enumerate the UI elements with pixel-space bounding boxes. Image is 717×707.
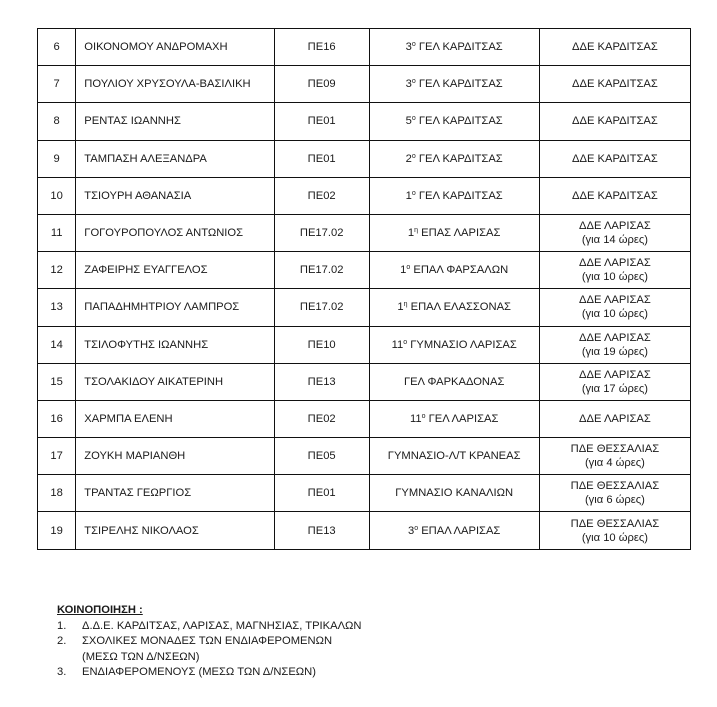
notification-item (57, 665, 361, 681)
specialty: ΠΕ13 (274, 363, 369, 400)
school-number: 3 (405, 41, 412, 54)
school-name: ΓΕΛ ΚΑΡΔΙΤΣΑΣ (415, 189, 503, 202)
row-number: 12 (38, 252, 76, 289)
school-cell (369, 512, 539, 549)
row-number: 17 (38, 438, 76, 475)
hours-note: (για 10 ώρες) (581, 308, 648, 321)
row-number: 16 (38, 400, 76, 437)
school-name: ΓΕΛ ΛΑΡΙΣΑΣ (425, 412, 499, 425)
table-body (38, 29, 691, 550)
notification-item (57, 619, 361, 635)
school-number: 1 (397, 301, 404, 314)
destination-cell (539, 177, 690, 214)
school-number: 11 (409, 412, 422, 425)
notification-item (57, 634, 361, 650)
specialty: ΠΕ09 (274, 66, 369, 103)
destination-cell (539, 140, 690, 177)
item-text: ΕΝΔΙΑΦΕΡΟΜΕΝΟΥΣ (ΜΕΣΩ ΤΩΝ Δ/ΝΣΕΩΝ) (82, 666, 316, 679)
school-name: ΓΕΛ ΚΑΡΔΙΤΣΑΣ (415, 152, 503, 165)
row-number: 6 (38, 29, 76, 66)
row-number: 11 (38, 214, 76, 251)
ordinal-suffix: ο (411, 41, 416, 49)
specialty: ΠΕ16 (274, 29, 369, 66)
item-number: 2. (57, 635, 67, 648)
destination-name: ΔΔΕ ΛΑΡΙΣΑΣ (579, 220, 651, 233)
school-name: ΓΕΛ ΚΑΡΔΙΤΣΑΣ (415, 78, 503, 91)
item-number: 3. (57, 666, 67, 679)
destination-cell (539, 363, 690, 400)
destination-cell (539, 400, 690, 437)
teacher-name: ΤΣΙΟΥΡΗ ΑΘΑΝΑΣΙΑ (76, 177, 275, 214)
school-name: ΓΕΛ ΚΑΡΔΙΤΣΑΣ (415, 115, 503, 128)
destination-name: ΔΔΕ ΚΑΡΔΙΤΣΑΣ (572, 152, 658, 165)
table-row (38, 140, 691, 177)
teacher-name: ΤΡΑΝΤΑΣ ΓΕΩΡΓΙΟΣ (76, 475, 275, 512)
destination-name: ΔΔΕ ΛΑΡΙΣΑΣ (579, 294, 651, 307)
school-cell (369, 177, 539, 214)
notification-list (57, 619, 361, 681)
school-cell (369, 326, 539, 363)
ordinal-suffix: ο (403, 338, 408, 346)
ordinal-suffix: ο (411, 189, 416, 197)
school-cell (369, 214, 539, 251)
teacher-name: ΤΣΙΛΟΦΥΤΗΣ ΙΩΑΝΝΗΣ (76, 326, 275, 363)
destination-name: ΔΔΕ ΛΑΡΙΣΑΣ (579, 368, 651, 381)
item-text: (ΜΕΣΩ ΤΩΝ Δ/ΝΣΕΩΝ) (82, 650, 200, 663)
school-number: 3 (405, 78, 412, 91)
ordinal-suffix: η (403, 301, 408, 309)
table-row (38, 29, 691, 66)
school-number: 1 (400, 264, 407, 277)
destination-cell (539, 252, 690, 289)
hours-note: (για 10 ώρες) (581, 271, 648, 284)
table-row (38, 252, 691, 289)
teacher-name: ΟΙΚΟΝΟΜΟΥ ΑΝΔΡΟΜΑΧΗ (76, 29, 275, 66)
school-name: ΓΕΛ ΚΑΡΔΙΤΣΑΣ (415, 41, 503, 54)
notification-item (57, 650, 361, 666)
school-name: ΕΠΑΣ ΛΑΡΙΣΑΣ (418, 227, 501, 240)
table-row (38, 177, 691, 214)
school-name: ΕΠΑΛ ΦΑΡΣΑΛΩΝ (410, 264, 509, 277)
destination-cell (539, 438, 690, 475)
ordinal-suffix: ο (414, 524, 419, 532)
row-number: 19 (38, 512, 76, 549)
table-row (38, 438, 691, 475)
specialty: ΠΕ02 (274, 400, 369, 437)
specialty: ΠΕ01 (274, 103, 369, 140)
school-number: 2 (405, 152, 412, 165)
hours-note: (για 17 ώρες) (581, 382, 648, 395)
table-row (38, 214, 691, 251)
teacher-name: ΠΑΠΑΔΗΜΗΤΡΙΟΥ ΛΑΜΠΡΟΣ (76, 289, 275, 326)
teacher-name: ΖΑΦΕΙΡΗΣ ΕΥΑΓΓΕΛΟΣ (76, 252, 275, 289)
specialty: ΠΕ05 (274, 438, 369, 475)
destination-cell (539, 289, 690, 326)
teacher-name: ΓΟΓΟΥΡΟΠΟΥΛΟΣ ΑΝΤΩΝΙΟΣ (76, 214, 275, 251)
item-number: 1. (57, 619, 67, 632)
item-text: Δ.Δ.Ε. ΚΑΡΔΙΤΣΑΣ, ΛΑΡΙΣΑΣ, ΜΑΓΝΗΣΙΑΣ, ΤΡΙΚΑΛΩΝ (82, 619, 362, 632)
school-name: ΓΥΜΝΑΣΙΟ ΚΑΝΑΛΙΩΝ (395, 487, 514, 500)
row-number: 18 (38, 475, 76, 512)
destination-name: ΔΔΕ ΚΑΡΔΙΤΣΑΣ (572, 41, 658, 54)
destination-name: ΔΔΕ ΚΑΡΔΙΤΣΑΣ (572, 115, 658, 128)
school-number: 5 (405, 115, 412, 128)
ordinal-suffix: ο (411, 152, 416, 160)
destination-cell (539, 512, 690, 549)
destination-cell (539, 475, 690, 512)
teacher-name: ΖΟΥΚΗ ΜΑΡΙΑΝΘΗ (76, 438, 275, 475)
destination-cell (539, 103, 690, 140)
teacher-name: ΤΑΜΠΑΣΗ ΑΛΕΞΑΝΔΡΑ (76, 140, 275, 177)
school-name: ΓΥΜΝΑΣΙΟ-Λ/Τ ΚΡΑΝΕΑΣ (387, 450, 521, 463)
school-name: ΓΥΜΝΑΣΙΟ ΛΑΡΙΣΑΣ (407, 338, 517, 351)
table-row (38, 475, 691, 512)
destination-name: ΔΔΕ ΛΑΡΙΣΑΣ (579, 257, 651, 270)
teacher-name: ΤΣΟΛΑΚΙΔΟΥ ΑΙΚΑΤΕΡΙΝΗ (76, 363, 275, 400)
school-cell (369, 103, 539, 140)
teacher-name: ΡΕΝΤΑΣ ΙΩΑΝΝΗΣ (76, 103, 275, 140)
hours-note: (για 19 ώρες) (581, 345, 648, 358)
school-cell (369, 29, 539, 66)
notification-title: ΚΟΙΝΟΠΟΙΗΣΗ : (57, 604, 143, 616)
hours-note: (για 10 ώρες) (581, 531, 648, 544)
teacher-name: ΤΣΙΡΕΛΗΣ ΝΙΚΟΛΑΟΣ (76, 512, 275, 549)
specialty: ΠΕ01 (274, 475, 369, 512)
row-number: 14 (38, 326, 76, 363)
destination-cell (539, 214, 690, 251)
row-number: 7 (38, 66, 76, 103)
teacher-name: ΧΑΡΜΠΑ ΕΛΕΝΗ (76, 400, 275, 437)
destination-name: ΠΔΕ ΘΕΣΣΑΛΙΑΣ (570, 517, 660, 530)
specialty: ΠΕ01 (274, 140, 369, 177)
school-number: 1 (405, 189, 412, 202)
specialty: ΠΕ17.02 (274, 289, 369, 326)
school-name: ΓΕΛ ΦΑΡΚΑΔΟΝΑΣ (403, 375, 505, 388)
ordinal-suffix: ο (421, 412, 426, 420)
hours-note: (για 6 ώρες) (584, 494, 645, 507)
school-cell (369, 475, 539, 512)
destination-name: ΔΔΕ ΚΑΡΔΙΤΣΑΣ (572, 78, 658, 91)
school-name: ΕΠΑΛ ΛΑΡΙΣΑΣ (418, 524, 501, 537)
school-cell (369, 363, 539, 400)
school-cell (369, 140, 539, 177)
destination-name: ΔΔΕ ΛΑΡΙΣΑΣ (579, 412, 651, 425)
destination-name: ΔΔΕ ΛΑΡΙΣΑΣ (579, 331, 651, 344)
school-cell (369, 400, 539, 437)
destination-cell (539, 66, 690, 103)
item-number (57, 650, 82, 666)
row-number: 8 (38, 103, 76, 140)
table-row (38, 363, 691, 400)
row-number: 9 (38, 140, 76, 177)
notification-section (57, 603, 361, 681)
specialty: ΠΕ17.02 (274, 214, 369, 251)
row-number: 10 (38, 177, 76, 214)
ordinal-suffix: ο (406, 264, 411, 272)
ordinal-suffix: η (414, 227, 419, 235)
row-number: 13 (38, 289, 76, 326)
destination-name: ΔΔΕ ΚΑΡΔΙΤΣΑΣ (572, 189, 658, 202)
specialty: ΠΕ10 (274, 326, 369, 363)
school-cell (369, 438, 539, 475)
table-row (38, 400, 691, 437)
ordinal-suffix: ο (411, 115, 416, 123)
school-cell (369, 66, 539, 103)
table-row (38, 512, 691, 549)
teacher-name: ΠΟΥΛΙΟΥ ΧΡΥΣΟΥΛΑ-ΒΑΣΙΛΙΚΗ (76, 66, 275, 103)
destination-name: ΠΔΕ ΘΕΣΣΑΛΙΑΣ (570, 480, 660, 493)
table-row (38, 326, 691, 363)
specialty: ΠΕ17.02 (274, 252, 369, 289)
destination-cell (539, 29, 690, 66)
school-cell (369, 252, 539, 289)
school-number: 3 (407, 524, 415, 537)
specialty: ΠΕ02 (274, 177, 369, 214)
destination-name: ΠΔΕ ΘΕΣΣΑΛΙΑΣ (570, 443, 660, 456)
hours-note: (για 14 ώρες) (581, 234, 648, 247)
ordinal-suffix: ο (411, 78, 416, 86)
item-text: ΣΧΟΛΙΚΕΣ ΜΟΝΑΔΕΣ ΤΩΝ ΕΝΔΙΑΦΕΡΟΜΕΝΩΝ (82, 635, 333, 648)
school-name: ΕΠΑΛ ΕΛΑΣΣΟΝΑΣ (407, 301, 511, 314)
table-row (38, 103, 691, 140)
school-number: 11 (391, 338, 404, 351)
hours-note: (για 4 ώρες) (584, 457, 645, 470)
table-row (38, 289, 691, 326)
specialty: ΠΕ13 (274, 512, 369, 549)
school-cell (369, 289, 539, 326)
destination-cell (539, 326, 690, 363)
placement-table (37, 28, 691, 550)
school-number: 1 (407, 227, 415, 240)
table-row (38, 66, 691, 103)
row-number: 15 (38, 363, 76, 400)
